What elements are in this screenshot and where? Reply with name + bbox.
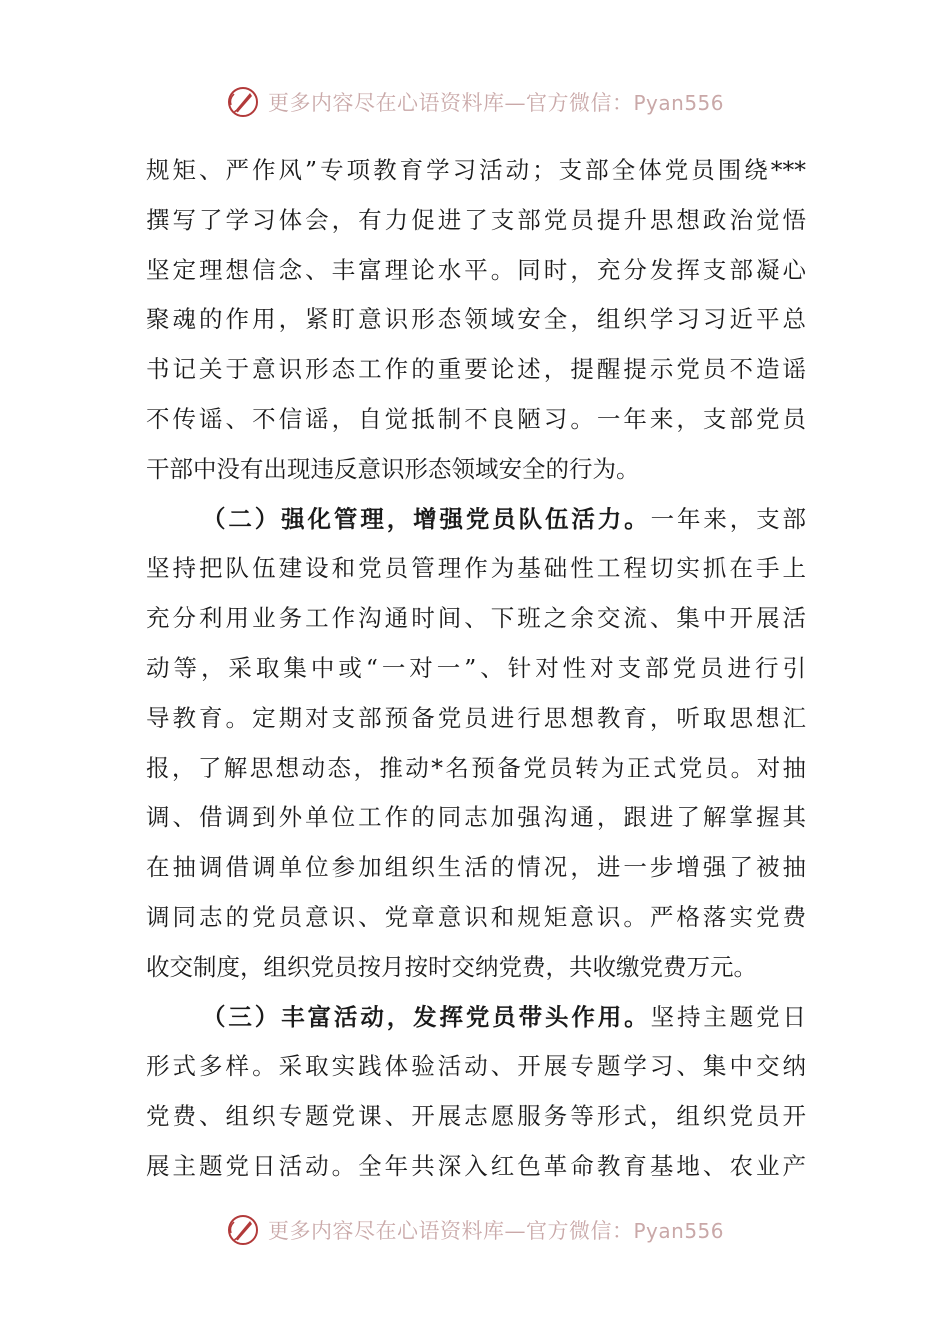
text-line: 不传谣、不信谣，自觉抵制不良陋习。一年来，支部党员 xyxy=(146,404,806,433)
text-line: 展主题党日活动。全年共深入红色革命教育基地、农业产 xyxy=(146,1151,806,1180)
section-heading: （二）强化管理，增强党员队伍活力。 xyxy=(202,504,651,533)
text-line: 撰写了学习体会，有力促进了支部党员提升思想政治觉悟 xyxy=(146,205,806,234)
text-line: 干部中没有出现违反意识形态领域安全的行为。 xyxy=(146,454,640,483)
document-body xyxy=(146,146,806,1192)
text-line: 坚定理想信念、丰富理论水平。同时，充分发挥支部凝心 xyxy=(146,255,806,284)
footer-banner xyxy=(0,1210,950,1250)
text-line: 书记关于意识形态工作的重要论述，提醒提示党员不造谣 xyxy=(146,355,806,384)
text-line: 报，了解思想动态，推动*名预备党员转为正式党员。对抽 xyxy=(146,753,806,782)
section-heading: （三）丰富活动，发挥党员带头作用。 xyxy=(202,1002,651,1031)
text-line: 党费、组织专题党课、开展志愿服务等形式，组织党员开 xyxy=(146,1102,806,1131)
header-banner xyxy=(0,82,950,122)
text-line: （三）丰富活动，发挥党员带头作用。坚持主题党日 xyxy=(202,1002,807,1031)
text-line: 调、借调到外单位工作的同志加强沟通，跟进了解掌握其 xyxy=(146,803,806,832)
banner-wechat-id: Pyan556 xyxy=(633,91,724,115)
text-line: 导教育。定期对支部预备党员进行思想教育，听取思想汇 xyxy=(146,703,806,732)
text-line: （二）强化管理，增强党员队伍活力。一年来，支部 xyxy=(202,504,807,533)
text-line: 调同志的党员意识、党章意识和规矩意识。严格落实党费 xyxy=(146,902,806,931)
paragraph-1 xyxy=(146,146,806,495)
text-line: 聚魂的作用，紧盯意识形态领域安全，组织学习习近平总 xyxy=(146,305,806,334)
text-line: 动等，采取集中或“一对一”、针对性对支部党员进行引 xyxy=(146,653,806,682)
paragraph-2 xyxy=(146,495,806,993)
text-line: 充分利用业务工作沟通时间、下班之余交流、集中开展活 xyxy=(146,604,806,633)
quill-logo-icon xyxy=(226,1213,260,1247)
text-line: 形式多样。采取实践体验活动、开展专题学习、集中交纳 xyxy=(146,1052,806,1081)
paragraph-3 xyxy=(146,993,806,1192)
banner-wechat-id: Pyan556 xyxy=(633,1219,724,1243)
banner-text: 更多内容尽在心语资料库—官方微信：Pyan556 xyxy=(267,1219,724,1243)
text-line: 坚持把队伍建设和党员管理作为基础性工程切实抓在手上 xyxy=(146,554,806,583)
banner-text: 更多内容尽在心语资料库—官方微信：Pyan556 xyxy=(267,91,724,115)
quill-logo-icon xyxy=(226,85,260,119)
text-line: 规矩、严作风”专项教育学习活动；支部全体党员围绕*** xyxy=(146,156,806,184)
text-line: 收交制度，组织党员按月按时交纳党费，共收缴党费万元。 xyxy=(146,952,757,981)
text-line: 在抽调借调单位参加组织生活的情况，进一步增强了被抽 xyxy=(146,853,806,882)
